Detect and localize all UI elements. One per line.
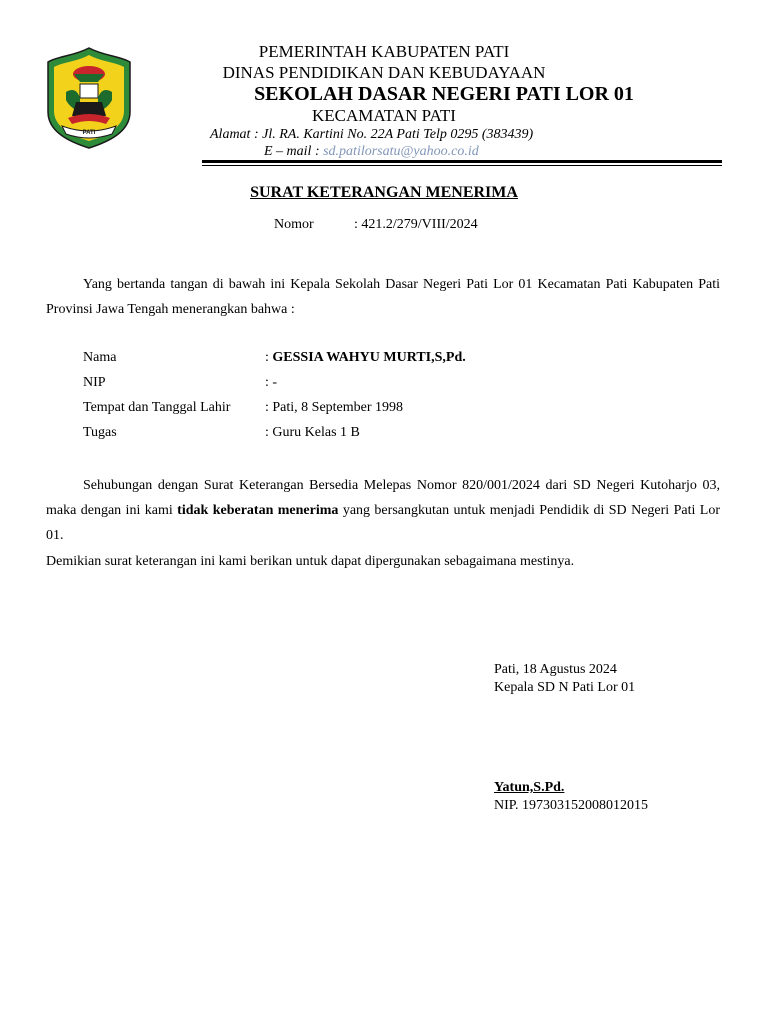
svg-text:PATI: PATI	[82, 130, 96, 136]
signer-nip: NIP. 197303152008012015	[494, 798, 649, 813]
field-label: Nama	[83, 350, 117, 365]
field-label: Tempat dan Tanggal Lahir	[83, 400, 231, 415]
signature-position: Kepala SD N Pati Lor 01	[494, 680, 636, 695]
letter-number-value: : 421.2/279/VIII/2024	[354, 217, 478, 232]
body-paragraph: Sehubungan dengan Surat Keterangan Bersedia Melepas Nomor 820/001/2024 dari SD Negeri Kutoharjo 03, maka dengan ini kami tidak keberatan menerima yang bersangkutan untuk menjadi Pendidik di SD Negeri Pati Lor 01.	[46, 478, 720, 543]
government-name: PEMERINTAH KABUPATEN PATI	[258, 42, 510, 61]
field-row-birth	[83, 398, 683, 423]
address-text: Jl. RA. Kartini No. 22A Pati Telp 0295 (383439)	[262, 127, 534, 142]
person-details	[83, 348, 683, 448]
field-value: : Guru Kelas 1 B	[265, 425, 360, 440]
signature-block	[494, 779, 648, 815]
district-name: KECAMATAN PATI	[312, 106, 456, 125]
field-row-nip	[83, 373, 683, 398]
school-address	[210, 127, 533, 143]
letter-number	[274, 217, 478, 233]
school-name: SEKOLAH DASAR NEGERI PATI LOR 01	[254, 83, 634, 105]
signer-name: Yatun,S.Pd.	[494, 780, 565, 795]
letterhead-divider-thin	[202, 165, 722, 166]
field-value: : GESSIA WAHYU MURTI,S,Pd.	[265, 350, 466, 365]
email-link[interactable]: sd.patilorsatu@yahoo.co.id	[323, 144, 479, 159]
signature-place-date: Pati, 18 Agustus 2024	[494, 662, 617, 677]
email-label: E – mail :	[264, 144, 320, 159]
field-value: : -	[265, 375, 278, 390]
field-label: Tugas	[83, 425, 117, 440]
letter-title: SURAT KETERANGAN MENERIMA	[250, 184, 518, 201]
intro-paragraph: Yang bertanda tangan di bawah ini Kepala Sekolah Dasar Negeri Pati Lor 01 Kecamatan Pati Kabupaten Pati Provinsi Jawa Tengah menerangkan bahwa :	[46, 277, 720, 317]
field-row-nama	[83, 348, 683, 373]
body-emphasis: tidak keberatan menerima	[177, 503, 339, 518]
person-name: GESSIA WAHYU MURTI,S,Pd.	[272, 350, 466, 365]
field-row-tugas	[83, 423, 683, 448]
address-label: Alamat :	[210, 127, 259, 142]
field-value: : Pati, 8 September 1998	[265, 400, 404, 415]
letterhead-divider-thick	[202, 160, 722, 163]
letter-number-label: Nomor	[274, 217, 314, 232]
field-label: NIP	[83, 375, 106, 390]
school-email	[264, 144, 479, 160]
department-name: DINAS PENDIDIKAN DAN KEBUDAYAAN	[222, 63, 546, 82]
pati-regency-emblem-icon	[46, 46, 132, 150]
closing-paragraph: Demikian surat keterangan ini kami berikan untuk dapat dipergunakan sebagaimana mestinya.	[46, 554, 575, 569]
signature-header	[494, 661, 635, 697]
